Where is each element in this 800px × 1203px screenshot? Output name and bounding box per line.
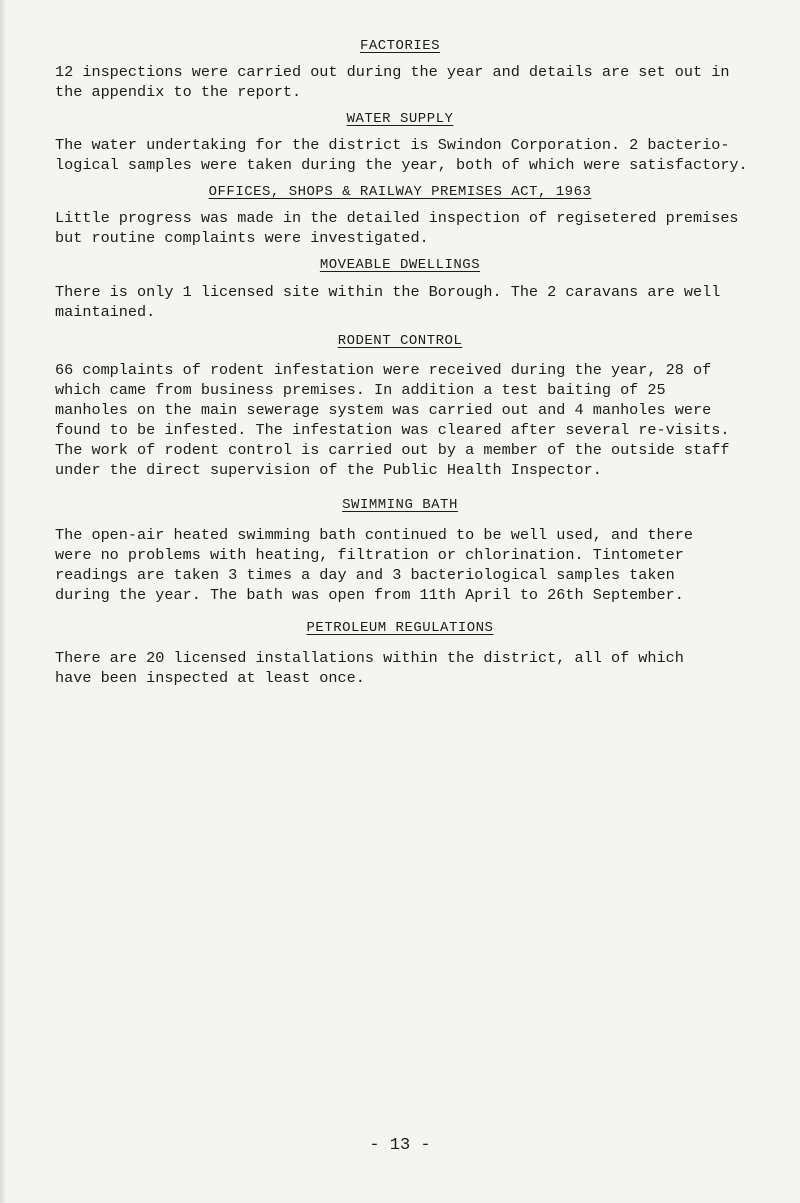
paragraph-rodent-control: 66 complaints of rodent infestation were received during the year, 28 of which came from business premises. In addition a test baiting of 25 manholes on the main sewerage system was carried out and 4 manholes were found to be infested. The infestation was cleared after several re-visits. The work of rodent control is carried out by a member of the outside staff under the direct supervision of the Public Health Inspector. [55,361,730,479]
paragraph-swimming-bath: The open-air heated swimming bath continued to be well used, and there were no problems with heating, filtration or chlorination. Tintometer readings are taken 3 times a day and 3 bacteriological samples taken during the year. The bath was open from 11th April to 26th September. [55,526,693,604]
binding-edge [0,0,6,1203]
paragraph-water-supply: The water undertaking for the district is Swindon Corporation. 2 bacterio- logical samples were taken during the year, both of which were satisfactory. [55,136,748,174]
paragraph-petroleum-regulations: There are 20 licensed installations within the district, all of which have been inspected at least once. [55,649,684,687]
heading-moveable-dwellings: MOVEABLE DWELLINGS [319,257,481,273]
heading-swimming-bath: SWIMMING BATH [342,497,458,513]
heading-factories: FACTORIES [359,38,441,54]
page-number: - 13 - [369,1136,431,1155]
paragraph-factories: 12 inspections were carried out during the year and details are set out in the appendix to the report. [55,63,730,101]
heading-petroleum-regulations: PETROLEUM REGULATIONS [306,620,494,636]
heading-rodent-control: RODENT CONTROL [337,333,463,349]
heading-water-supply: WATER SUPPLY [346,111,454,127]
paragraph-moveable-dwellings: There is only 1 licensed site within the Borough. The 2 caravans are well maintained. [55,283,721,321]
paragraph-offices-shops-railway-act: Little progress was made in the detailed inspection of regisetered premises but routine complaints were investigated. [55,209,739,247]
heading-offices-shops-railway-act: OFFICES, SHOPS & RAILWAY PREMISES ACT, 1963 [208,184,592,200]
